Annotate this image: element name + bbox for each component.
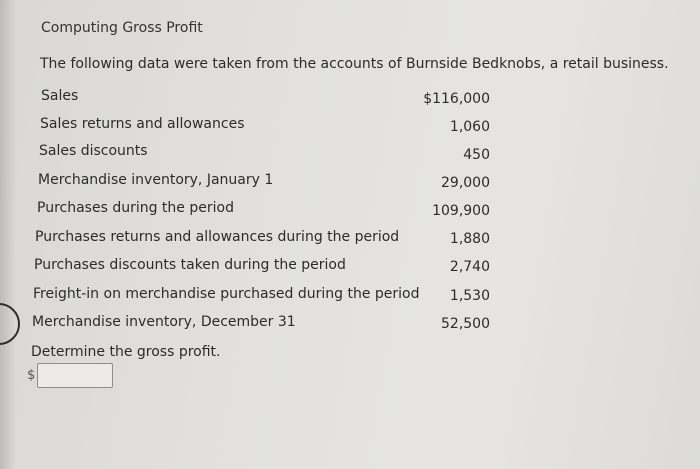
row-value-sales-returns: 1,060 <box>449 119 490 135</box>
gross-profit-input[interactable] <box>37 363 113 388</box>
page-title: Computing Gross Profit <box>41 20 203 36</box>
page-edge-shadow <box>0 0 16 469</box>
row-label-purchases-discounts: Purchases discounts taken during the period <box>34 257 346 273</box>
row-label-inventory-jan: Merchandise inventory, January 1 <box>38 172 274 188</box>
row-label-purchases: Purchases during the period <box>37 200 234 216</box>
row-value-purchases-discounts: 2,740 <box>449 259 490 275</box>
question-text: Determine the gross profit. <box>31 344 221 360</box>
row-value-sales: $116,000 <box>423 91 490 107</box>
row-label-freight-in: Freight-in on merchandise purchased during the period <box>33 286 420 302</box>
radio-button[interactable] <box>0 303 20 345</box>
currency-symbol: $ <box>27 368 36 383</box>
row-label-sales-discounts: Sales discounts <box>39 143 148 159</box>
row-value-freight-in: 1,530 <box>449 288 490 304</box>
row-value-purchases-returns: 1,880 <box>449 231 490 247</box>
row-label-sales: Sales <box>41 88 79 104</box>
row-label-sales-returns: Sales returns and allowances <box>40 116 245 132</box>
row-value-purchases: 109,900 <box>432 203 490 219</box>
row-value-inventory-jan: 29,000 <box>441 175 490 191</box>
row-value-sales-discounts: 450 <box>463 147 490 163</box>
row-label-inventory-dec: Merchandise inventory, December 31 <box>32 314 296 330</box>
row-label-purchases-returns: Purchases returns and allowances during the period <box>35 229 400 245</box>
intro-text: The following data were taken from the accounts of Burnside Bedknobs, a retail business. <box>40 56 669 72</box>
row-value-inventory-dec: 52,500 <box>441 316 490 332</box>
